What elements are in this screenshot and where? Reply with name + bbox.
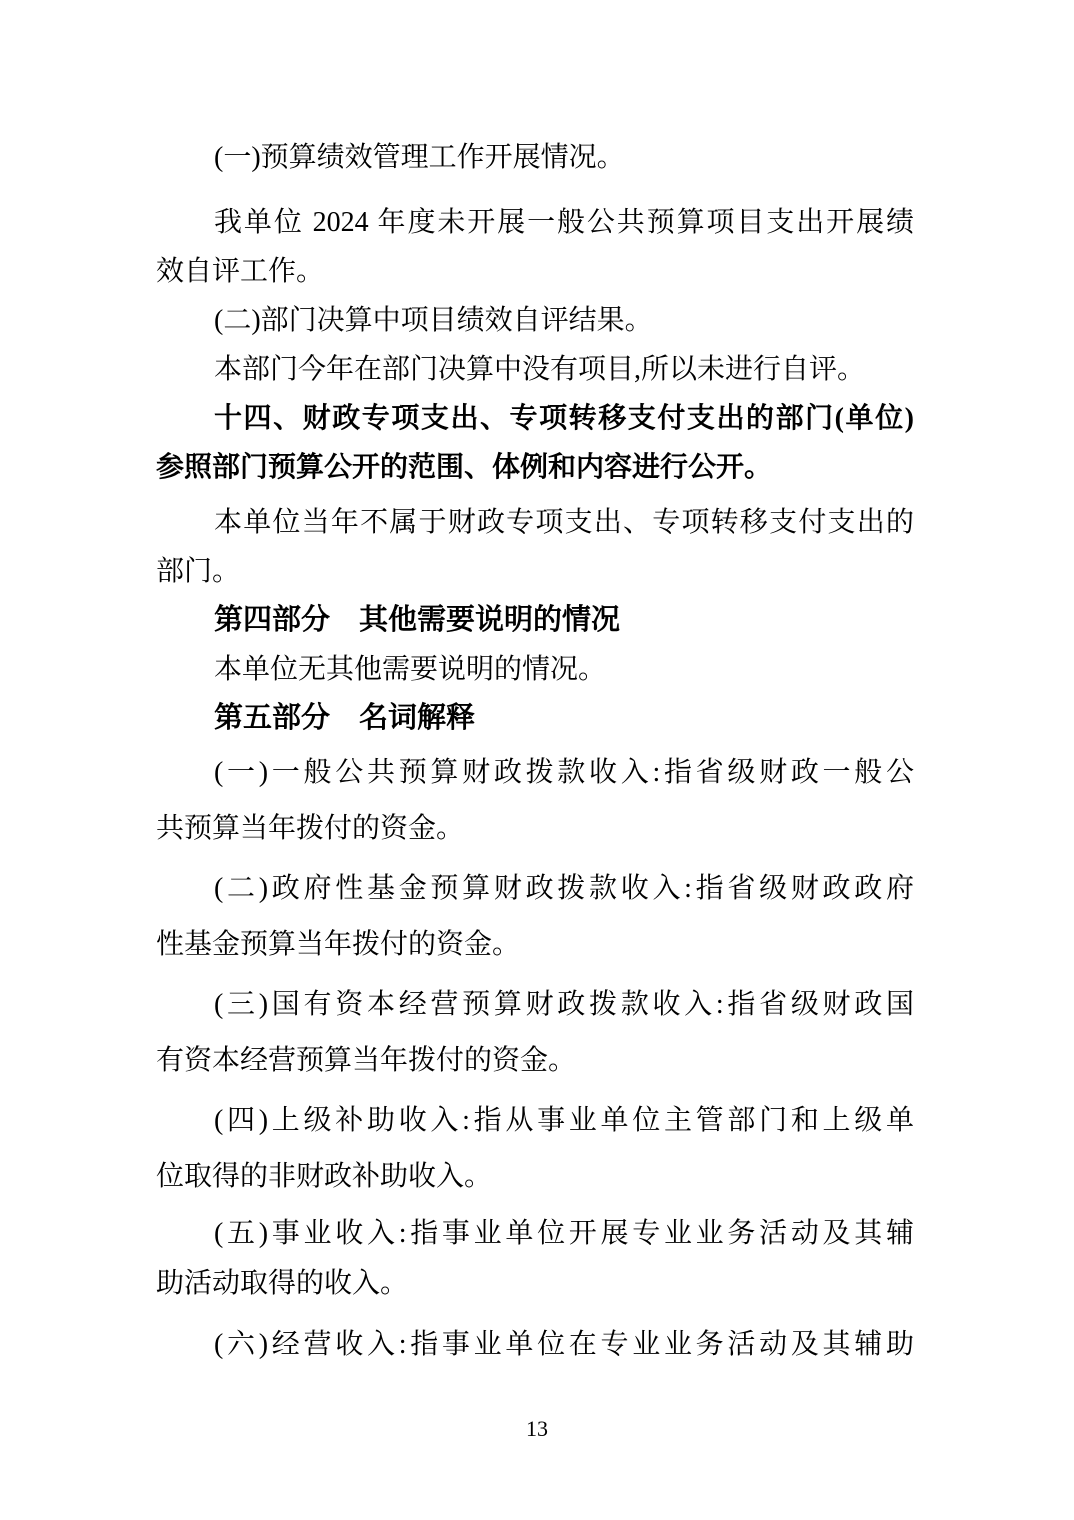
text-line: 共预算当年拨付的资金。 bbox=[156, 813, 465, 844]
text-line: (六)经营收入:指事业单位在专业业务活动及其辅助 bbox=[214, 1329, 914, 1360]
text-line: (二)政府性基金预算财政拨款收入:指省级财政政府 bbox=[214, 873, 914, 904]
text-line: (一)一般公共预算财政拨款收入:指省级财政一般公 bbox=[214, 757, 914, 788]
text-line: 我单位 2024 年度未开展一般公共预算项目支出开展绩 bbox=[214, 207, 914, 238]
para-def-general-public-budget-income bbox=[156, 745, 914, 857]
text-line: 性基金预算当年拨付的资金。 bbox=[156, 929, 521, 960]
text-line: (一)预算绩效管理工作开展情况。 bbox=[214, 142, 625, 173]
text-line: 十四、财政专项支出、专项转移支付支出的部门(单位) bbox=[214, 403, 914, 434]
heading-part-5 bbox=[156, 694, 914, 743]
text-line: 本单位无其他需要说明的情况。 bbox=[214, 654, 607, 685]
text-line: (三)国有资本经营预算财政拨款收入:指省级财政国 bbox=[214, 989, 914, 1020]
text-line: 有资本经营预算当年拨付的资金。 bbox=[156, 1045, 577, 1076]
text-line: (五)事业收入:指事业单位开展专业业务活动及其辅 bbox=[214, 1218, 914, 1249]
para-project-performance-results-heading bbox=[156, 296, 914, 345]
text-line: 参照部门预算公开的范围、体例和内容进行公开。 bbox=[156, 452, 773, 483]
text-line: 助活动取得的收入。 bbox=[156, 1268, 409, 1299]
para-def-superior-subsidy-income bbox=[156, 1093, 914, 1205]
text-line: 部门。 bbox=[156, 556, 241, 587]
para-budget-performance-work bbox=[156, 133, 914, 182]
para-no-other-matters bbox=[156, 645, 914, 694]
heading-part-4 bbox=[156, 596, 914, 645]
document-body bbox=[156, 133, 914, 1373]
para-def-state-capital-budget-income bbox=[156, 977, 914, 1089]
para-def-institution-income bbox=[156, 1209, 914, 1309]
section-heading: 第五部分 名词解释 bbox=[214, 702, 476, 734]
text-line: 位取得的非财政补助收入。 bbox=[156, 1161, 493, 1192]
page-number: 13 bbox=[526, 1416, 548, 1441]
para-self-evaluation-not-carried-out bbox=[156, 198, 914, 296]
para-no-projects-in-final-accounts bbox=[156, 345, 914, 394]
text-line: 本部门今年在部门决算中没有项目,所以未进行自评。 bbox=[214, 354, 866, 385]
para-def-government-fund-budget-income bbox=[156, 861, 914, 973]
para-item-14-special-transfer-payment bbox=[156, 394, 914, 492]
para-def-operating-income bbox=[156, 1317, 914, 1373]
section-heading: 第四部分 其他需要说明的情况 bbox=[214, 604, 621, 636]
text-line: 效自评工作。 bbox=[156, 256, 325, 287]
text-line: (四)上级补助收入:指从事业单位主管部门和上级单 bbox=[214, 1105, 914, 1136]
text-line: 本单位当年不属于财政专项支出、专项转移支付支出的 bbox=[214, 507, 914, 538]
text-line: (二)部门决算中项目绩效自评结果。 bbox=[214, 305, 653, 336]
para-not-special-expenditure-department bbox=[156, 498, 914, 596]
